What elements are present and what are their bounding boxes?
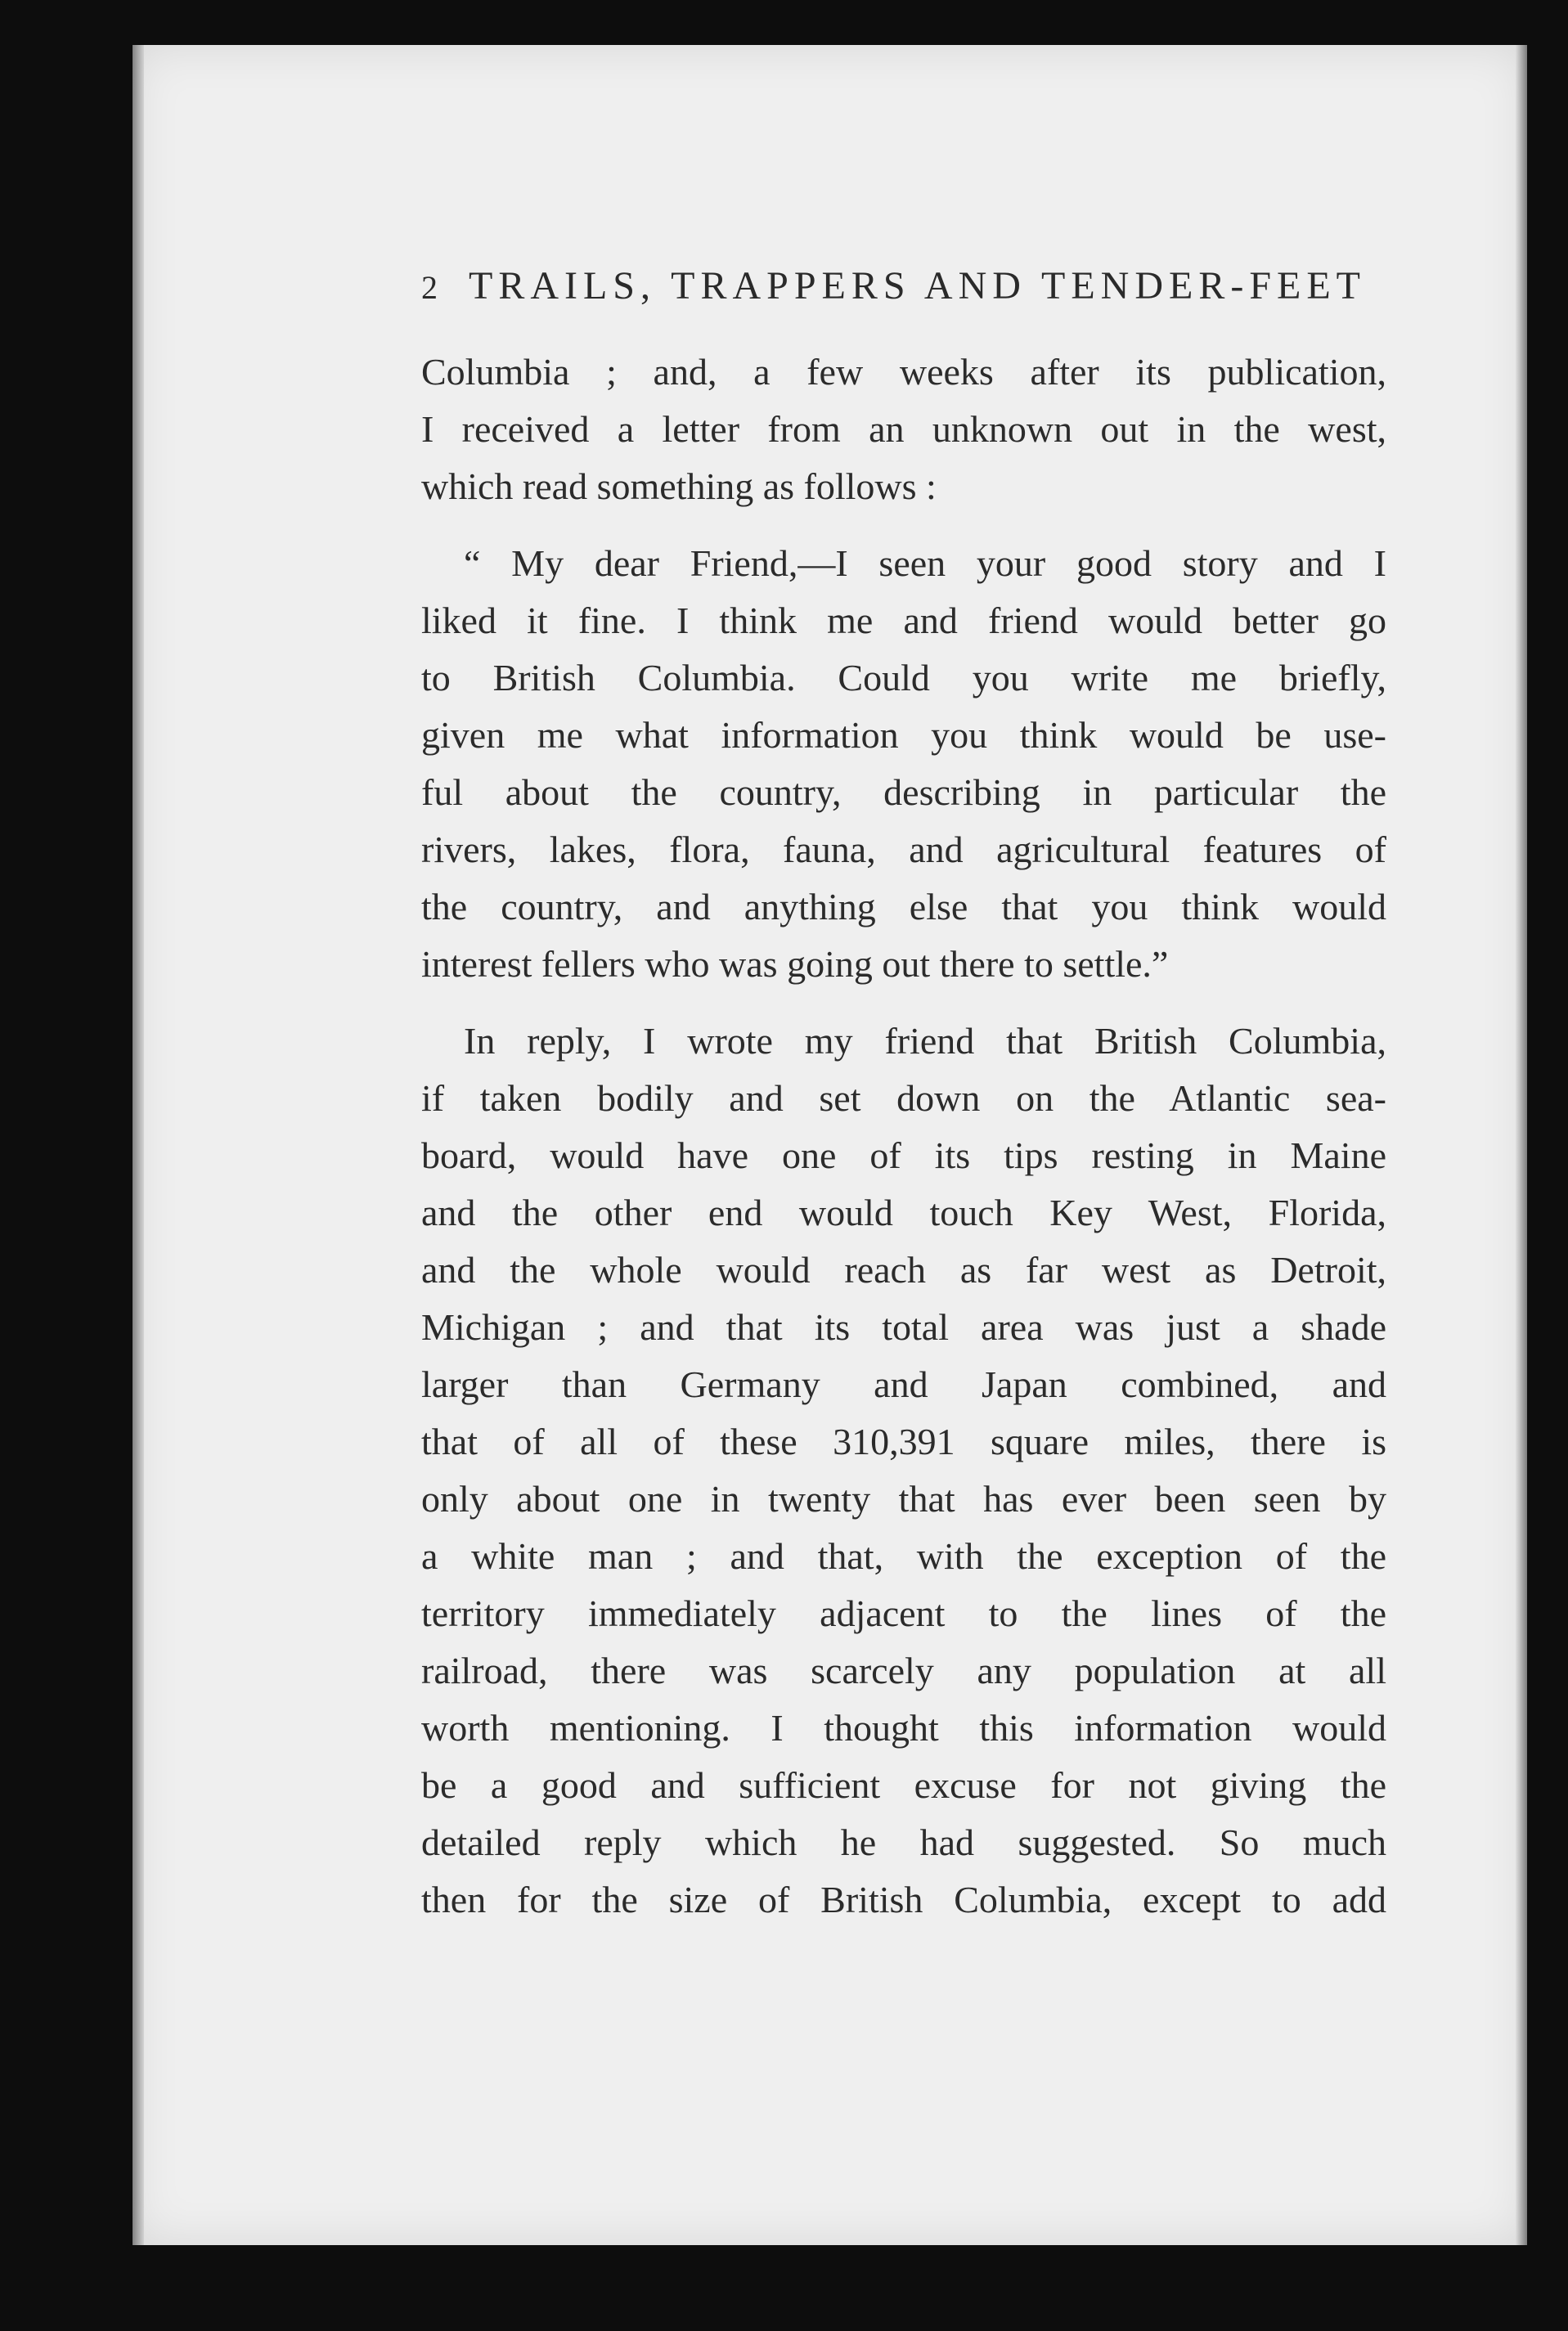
text-line: and the other end would touch Key West, Florida, (421, 1192, 1386, 1233)
text-line: if taken bodily and set down on the Atlantic sea- (421, 1077, 1386, 1119)
text-line: a white man ; and that, with the exception of the (421, 1535, 1386, 1577)
text-line: the country, and anything else that you think would (421, 886, 1386, 927)
text-line: ful about the country, describing in particular the (421, 771, 1386, 813)
text-line: railroad, there was scarcely any population at all (421, 1650, 1386, 1691)
text-line: rivers, lakes, flora, fauna, and agricultural features of (421, 829, 1386, 870)
text-line: Columbia ; and, a few weeks after its publication, (421, 351, 1386, 393)
text-line: worth mentioning. I thought this information would (421, 1707, 1386, 1749)
text-line: that of all of these 310,391 square miles, there is (421, 1421, 1386, 1462)
text-line: Michigan ; and that its total area was just a shade (421, 1306, 1386, 1348)
page-binding-shadow (133, 45, 144, 2245)
text-line: board, would have one of its tips resting in Maine (421, 1134, 1386, 1176)
text-line: and the whole would reach as far west as Detroit, (421, 1249, 1386, 1291)
text-line: interest fellers who was going out there to settle.” (421, 943, 1169, 985)
text-line: liked it fine. I think me and friend would better go (421, 600, 1386, 641)
text-line: larger than Germany and Japan combined, and (421, 1363, 1386, 1405)
text-line: detailed reply which he had suggested. So much (421, 1821, 1386, 1863)
body-text (421, 344, 1386, 1929)
paragraph (421, 1013, 1386, 1929)
running-head (421, 263, 1386, 321)
paragraph (421, 344, 1386, 515)
text-line: be a good and sufficient excuse for not giving the (421, 1764, 1386, 1806)
page-number: 2 (421, 269, 438, 306)
text-line: to British Columbia. Could you write me briefly, (421, 657, 1386, 698)
paragraph-gap (421, 993, 1386, 1013)
text-line: I received a letter from an unknown out in the west, (421, 408, 1386, 450)
text-line: given me what information you think would be use- (421, 714, 1386, 756)
text-line: In reply, I wrote my friend that British Columbia, (464, 1020, 1386, 1062)
text-line: then for the size of British Columbia, except to add (421, 1879, 1386, 1920)
running-title: TRAILS, TRAPPERS AND TENDER-FEET (469, 264, 1366, 308)
paragraph (421, 535, 1386, 993)
text-line: which read something as follows : (421, 465, 937, 507)
text-line: territory immediately adjacent to the lines of the (421, 1592, 1386, 1634)
text-line: only about one in twenty that has ever been seen by (421, 1478, 1386, 1520)
paragraph-gap (421, 515, 1386, 535)
page-edge-shadow (1516, 45, 1527, 2245)
text-line: “ My dear Friend,—I seen your good story and I (464, 542, 1386, 584)
